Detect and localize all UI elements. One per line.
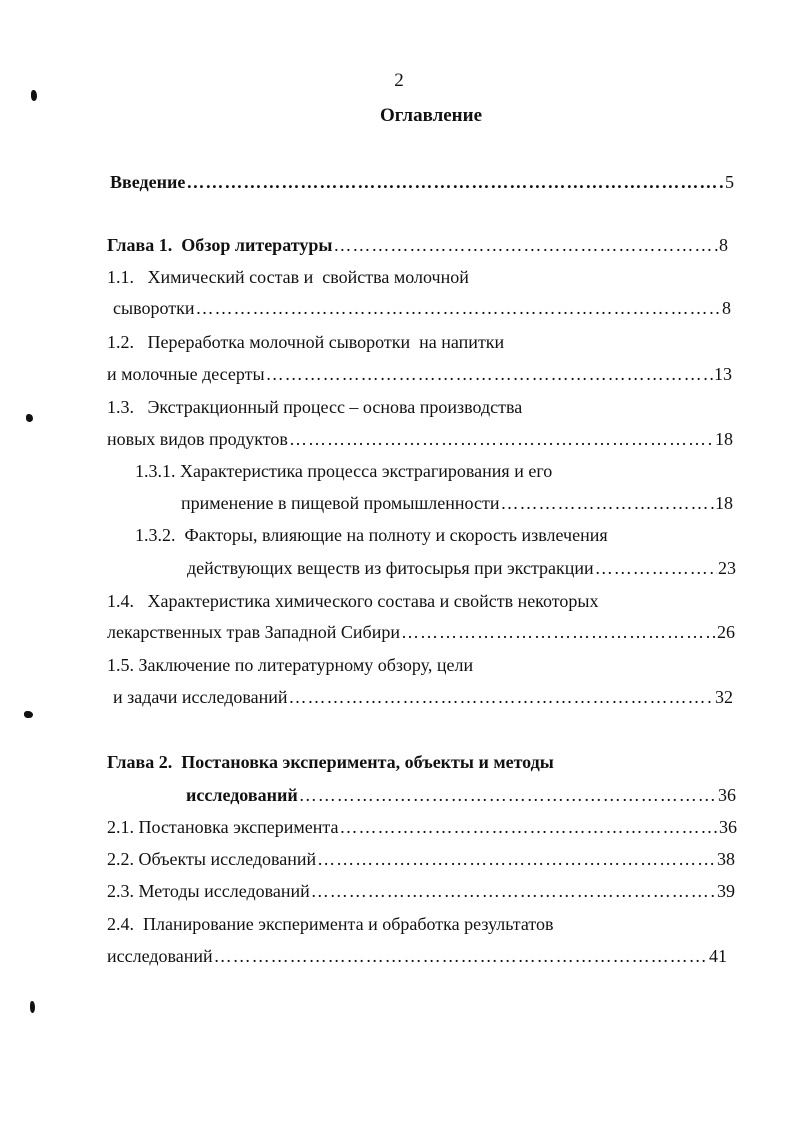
leader-dots (289, 685, 715, 709)
toc-entry-1-2-line1 (107, 330, 504, 354)
toc-entry-1-3-2-line2 (187, 556, 736, 580)
toc-entry-1-5-line2 (113, 685, 733, 709)
leader-dots (266, 362, 713, 386)
toc-entry-1-3-2-line1 (135, 523, 608, 547)
entry-text: применение в пищевой промышленности (181, 493, 500, 513)
entry-page: 32 (715, 687, 733, 707)
entry-text: 1.2. Переработка молочной сыворотки на напитки (107, 332, 505, 352)
toc-entry-2-3 (107, 879, 735, 903)
entry-text: и молочные десерты (107, 364, 265, 384)
entry-text: Глава 1. Обзор литературы (107, 235, 333, 255)
toc-entry-1-3-line2 (107, 427, 733, 451)
leader-dots (195, 296, 721, 320)
leader-dots (214, 944, 708, 968)
leader-dots (311, 879, 716, 903)
toc-entry-2-4-line1 (107, 912, 554, 936)
entry-page: 5 (725, 172, 734, 192)
leader-dots (339, 815, 718, 839)
scan-speck (24, 711, 33, 718)
toc-entry-2-1 (107, 815, 737, 839)
leader-dots (500, 491, 714, 515)
entry-text: и задачи исследований (113, 687, 288, 707)
scan-speck (26, 414, 33, 422)
entry-text: сыворотки (113, 298, 195, 318)
scan-speck (31, 90, 37, 101)
toc-entry-1-1-line1 (107, 265, 469, 289)
toc-title: Оглавление (379, 105, 483, 126)
leader-dots (186, 170, 724, 194)
entry-page: 41 (709, 946, 727, 966)
entry-page: 38 (717, 849, 735, 869)
toc-entry-1-3-1-line1 (135, 459, 552, 483)
toc-entry-2-2 (107, 847, 735, 871)
entry-text: исследований (107, 946, 213, 966)
entry-page: 8 (719, 235, 728, 255)
entry-page: 26 (717, 622, 735, 642)
entry-text: 1.3. Экстракционный процесс – основа производства (107, 397, 523, 417)
entry-text: исследований (186, 785, 298, 805)
toc-entry-1-1-line2 (113, 296, 731, 320)
toc-entry-chapter-2-line1 (107, 750, 554, 774)
entry-text: действующих веществ из фитосырья при экстракции (187, 558, 594, 578)
entry-text: 1.3.2. Факторы, влияющие на полноту и скорость извлечения (135, 525, 608, 545)
leader-dots (595, 556, 717, 580)
entry-text: 1.1. Химический состав и свойства молочной (107, 267, 469, 287)
toc-entry-1-3-line1 (107, 395, 522, 419)
entry-page: 39 (717, 881, 735, 901)
entry-text: Глава 2. Постановка эксперимента, объекты и методы (107, 752, 554, 772)
leader-dots (317, 847, 716, 871)
toc-entry-1-4-line2 (107, 620, 735, 644)
page-number: 2 (394, 70, 404, 91)
entry-page: 36 (719, 817, 737, 837)
entry-text: 2.2. Объекты исследований (107, 849, 317, 869)
entry-page: 18 (715, 429, 733, 449)
entry-text: 1.5. Заключение по литературному обзору, цели (107, 655, 474, 675)
entry-page: 13 (714, 364, 732, 384)
toc-entry-chapter-1 (107, 233, 728, 257)
entry-text: новых видов продуктов (107, 429, 288, 449)
entry-page: 23 (718, 558, 736, 578)
entry-text: 1.3.1. Характеристика процесса экстрагирования и его (135, 461, 553, 481)
toc-entry-intro (110, 170, 734, 194)
leader-dots (299, 783, 717, 807)
entry-page: 18 (715, 493, 733, 513)
leader-dots (333, 233, 718, 257)
entry-page: 8 (722, 298, 731, 318)
entry-page: 36 (718, 785, 736, 805)
entry-text: Введение (110, 172, 186, 192)
entry-text: лекарственных трав Западной Сибири (107, 622, 400, 642)
toc-entry-2-4-line2 (107, 944, 727, 968)
entry-text: 2.4. Планирование эксперимента и обработка результатов (107, 914, 554, 934)
toc-entry-1-4-line1 (107, 589, 599, 613)
leader-dots (401, 620, 716, 644)
toc-entry-1-2-line2 (107, 362, 732, 386)
toc-entry-1-5-line1 (107, 653, 473, 677)
entry-text: 2.1. Постановка эксперимента (107, 817, 339, 837)
leader-dots (289, 427, 714, 451)
entry-text: 2.3. Методы исследований (107, 881, 310, 901)
toc-entry-chapter-2-line2 (186, 783, 736, 807)
toc-entry-1-3-1-line2 (181, 491, 733, 515)
scan-speck (30, 1001, 35, 1013)
entry-text: 1.4. Характеристика химического состава и свойств некоторых (107, 591, 599, 611)
